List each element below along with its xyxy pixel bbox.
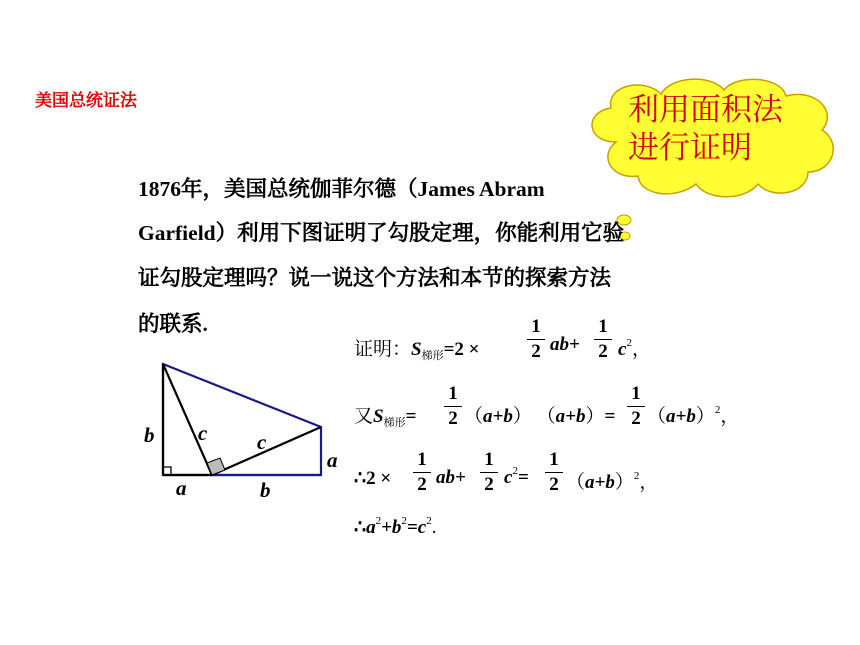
- proof-line-3-end: $(a+b)^2$，: [566, 470, 659, 493]
- label-c-mid: c: [257, 430, 267, 454]
- section-title: 美国总统证法: [35, 91, 137, 110]
- proof-line-1-ab: ab+: [550, 334, 580, 355]
- proof-line-4: $\therefore a^2+b^2=c^2$.: [354, 515, 437, 538]
- label-b-left: b: [144, 423, 155, 447]
- paragraph-line-1: 1876年，美国总统伽菲尔德（James Abram: [138, 177, 545, 201]
- garfield-trapezoid-figure: [130, 355, 350, 505]
- right-angle-mark-corner: [163, 467, 171, 475]
- proof-line-2: 又$S_{梯形}=$: [354, 406, 417, 429]
- paragraph-line-2: Garfield）利用下图证明了勾股定理，你能利用它验: [138, 221, 625, 245]
- fraction-half: 1 2: [545, 449, 563, 496]
- fraction-half: 1 2: [627, 383, 645, 430]
- label-a-bottom: a: [176, 476, 187, 500]
- callout-line1: 利用面积法: [628, 92, 783, 127]
- fraction-half: 1 2: [413, 449, 431, 496]
- proof-line-1: 证明：$S_{梯形}=2$ ×: [354, 339, 480, 362]
- proof-line-3-c2: $c^2=$: [504, 465, 529, 488]
- fraction-half: 1 2: [594, 316, 612, 363]
- proof-line-3-ab: ab+: [436, 467, 466, 488]
- fraction-half: 1 2: [527, 316, 545, 363]
- label-c-inner: c: [198, 421, 208, 445]
- label-b-bottom: b: [260, 478, 271, 502]
- proof-line-2-mid: （a+b） （a+b）=: [464, 406, 616, 427]
- callout-line2: 进行证明: [628, 130, 752, 165]
- fraction-half: 1 2: [480, 449, 498, 496]
- proof-line-2-end: $(a+b)^2$，: [647, 404, 740, 427]
- leg-c-right: [212, 427, 321, 475]
- label-a-right: a: [327, 448, 338, 472]
- proof-line-1-c2: $c^2$，: [618, 337, 651, 360]
- paragraph-line-3: 证勾股定理吗？说一说这个方法和本节的探索方法: [138, 266, 612, 290]
- fraction-half: 1 2: [444, 383, 462, 430]
- proof-line-3: ∴2 ×: [354, 468, 392, 489]
- paragraph-line-4: 的联系.: [138, 312, 208, 336]
